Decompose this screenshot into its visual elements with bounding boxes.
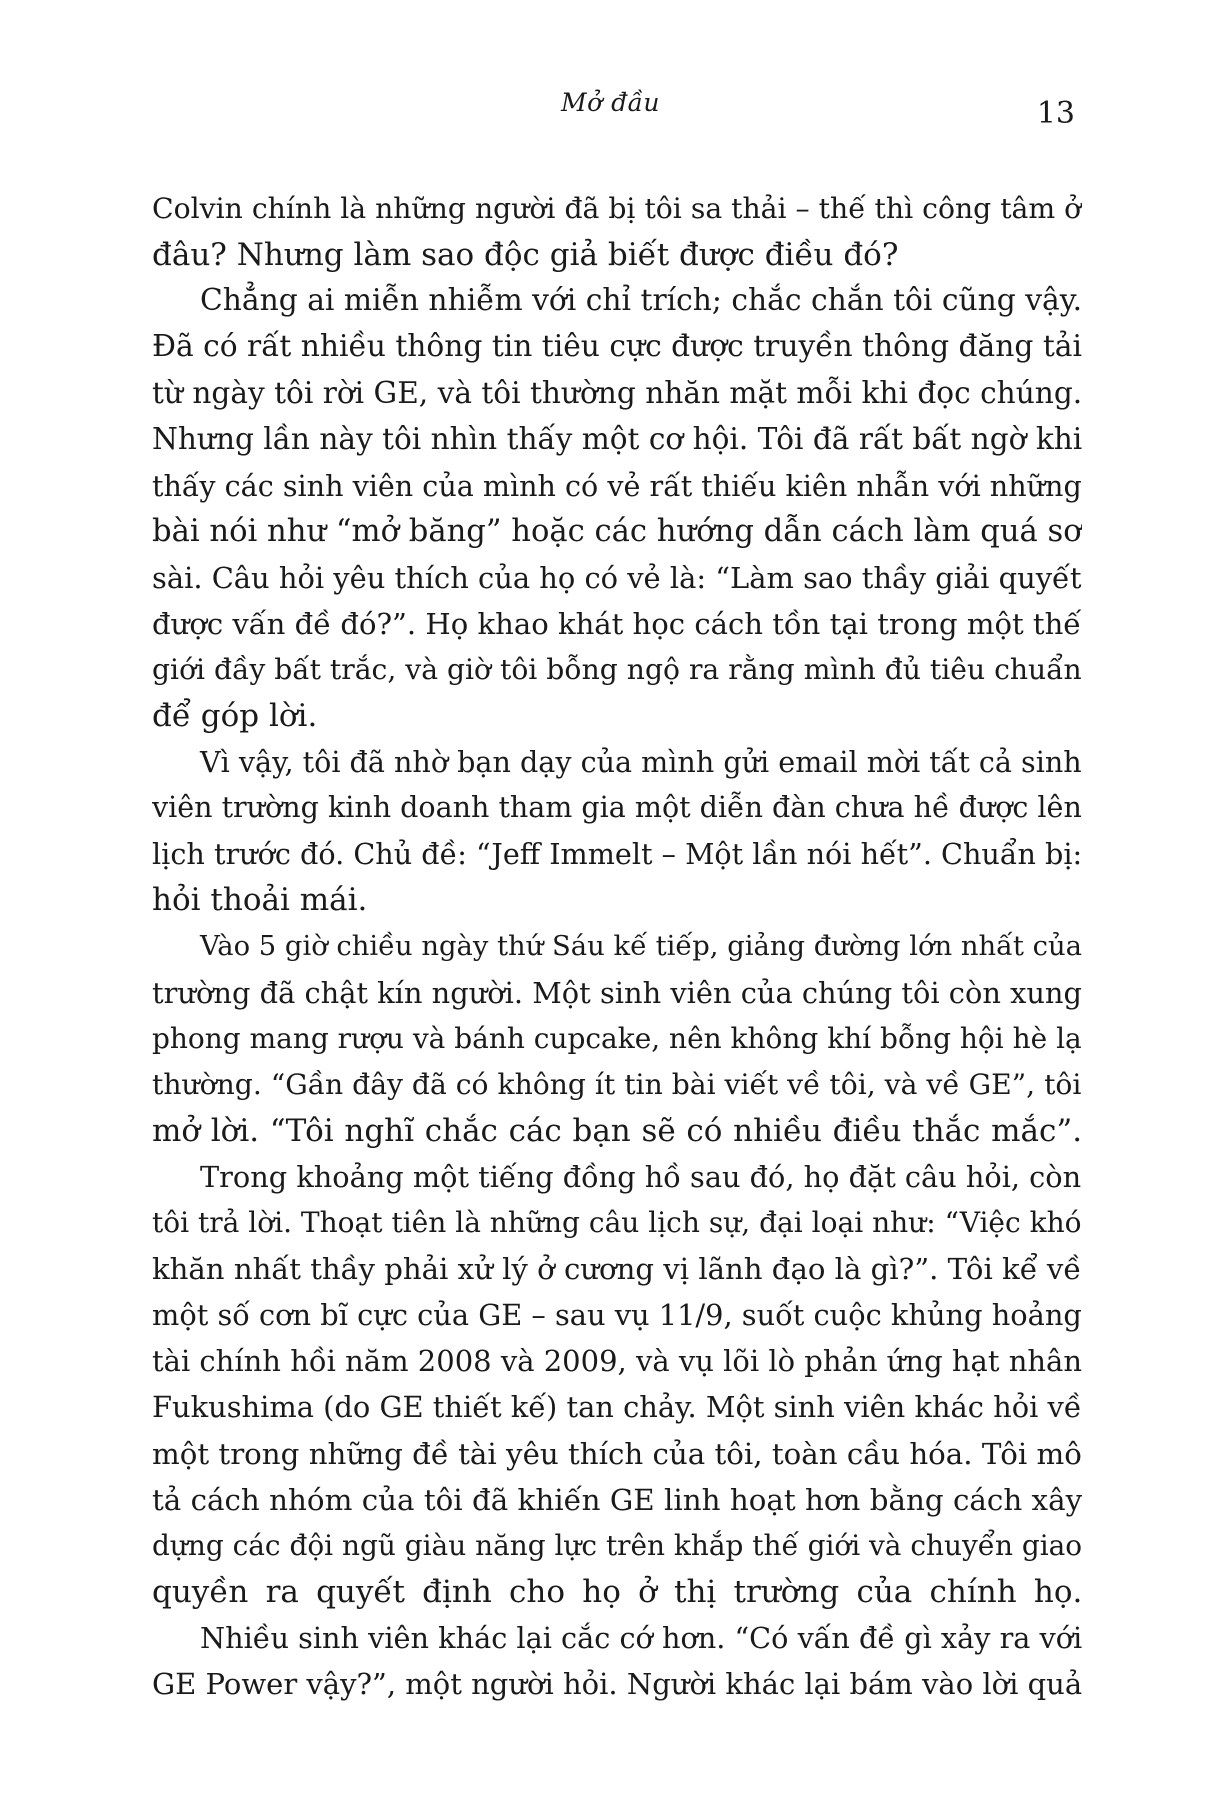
text-line: viên trường kinh doanh tham gia một diễn đàn chưa hề được lên <box>152 791 1082 825</box>
text-line: Chẳng ai miễn nhiễm với chỉ trích; chắc chắn tôi cũng vậy. <box>200 283 1082 319</box>
body-text <box>152 186 1082 1707</box>
text-line: một trong những đề tài yêu thích của tôi, toàn cầu hóa. Tôi mô <box>152 1436 1082 1471</box>
text-line: Nhiều sinh viên khác lại cắc cớ hơn. “Có vấn đề gì xảy ra với <box>200 1620 1082 1655</box>
text-line: tôi trả lời. Thoạt tiên là những câu lịch sự, đại loại như: “Việc khó <box>152 1206 1082 1240</box>
text-line: thường. “Gần đây đã có không ít tin bài viết về tôi, và về GE”, tôi <box>152 1067 1082 1101</box>
text-line: khăn nhất thầy phải xử lý ở cương vị lãnh đạo là gì?”. Tôi kể về <box>152 1252 1082 1287</box>
text-line: trường đã chật kín người. Một sinh viên của chúng tôi còn xung <box>152 975 1082 1010</box>
text-line: GE Power vậy?”, một người hỏi. Người khác lại bám vào lời quả <box>152 1667 1082 1701</box>
text-line: Fukushima (do GE thiết kế) tan chảy. Một sinh viên khác hỏi về <box>152 1390 1082 1425</box>
text-line: để góp lời. <box>152 698 318 735</box>
text-line: Vào 5 giờ chiều ngày thứ Sáu kế tiếp, giảng đường lớn nhất của <box>200 930 1082 962</box>
text-line: Đã có rất nhiều thông tin tiêu cực được truyền thông đăng tải <box>152 329 1082 365</box>
running-header-title: Mở đầu <box>560 88 661 117</box>
text-line: tài chính hồi năm 2008 và 2009, và vụ lõi lò phản ứng hạt nhân <box>152 1344 1082 1379</box>
text-line: bài nói như “mở băng” hoặc các hướng dẫn cách làm quá sơ <box>152 513 1082 549</box>
text-line: Vì vậy, tôi đã nhờ bạn dạy của mình gửi email mời tất cả sinh <box>200 745 1082 780</box>
text-line: từ ngày tôi rời GE, và tôi thường nhăn mặt mỗi khi đọc chúng. <box>152 376 1082 411</box>
text-line: giới đầy bất trắc, và giờ tôi bỗng ngộ ra rằng mình đủ tiêu chuẩn <box>152 652 1082 686</box>
text-line: hỏi thoải mái. <box>152 882 368 919</box>
text-line: quyền ra quyết định cho họ ở thị trường của chính họ. <box>152 1573 1082 1610</box>
text-line: Colvin chính là những người đã bị tôi sa thải – thế thì công tâm ở <box>152 192 1082 225</box>
text-line: đâu? Nhưng làm sao độc giả biết được điều đó? <box>152 237 899 274</box>
text-line: sài. Câu hỏi yêu thích của họ có vẻ là: “Làm sao thầy giải quyết <box>152 560 1082 595</box>
text-line: mở lời. “Tôi nghĩ chắc các bạn sẽ có nhiều điều thắc mắc”. <box>152 1112 1082 1149</box>
text-line: Trong khoảng một tiếng đồng hồ sau đó, họ đặt câu hỏi, còn <box>200 1159 1082 1194</box>
text-line: dựng các đội ngũ giàu năng lực trên khắp thế giới và chuyển giao <box>152 1528 1082 1562</box>
text-line: thấy các sinh viên của mình có vẻ rất thiếu kiên nhẫn với những <box>152 468 1082 503</box>
text-line: một số cơn bĩ cực của GE – sau vụ 11/9, suốt cuộc khủng hoảng <box>152 1298 1082 1333</box>
text-line: lịch trước đó. Chủ đề: “Jeff Immelt – Một lần nói hết”. Chuẩn bị: <box>152 837 1082 872</box>
text-line: tả cách nhóm của tôi đã khiến GE linh hoạt hơn bằng cách xây <box>152 1482 1082 1517</box>
text-line: Nhưng lần này tôi nhìn thấy một cơ hội. Tôi đã rất bất ngờ khi <box>152 422 1082 457</box>
page-number: 13 <box>1036 96 1075 131</box>
text-line: được vấn đề đó?”. Họ khao khát học cách tồn tại trong một thế <box>152 606 1082 641</box>
text-line: phong mang rượu và bánh cupcake, nên không khí bỗng hội hè lạ <box>152 1021 1082 1055</box>
